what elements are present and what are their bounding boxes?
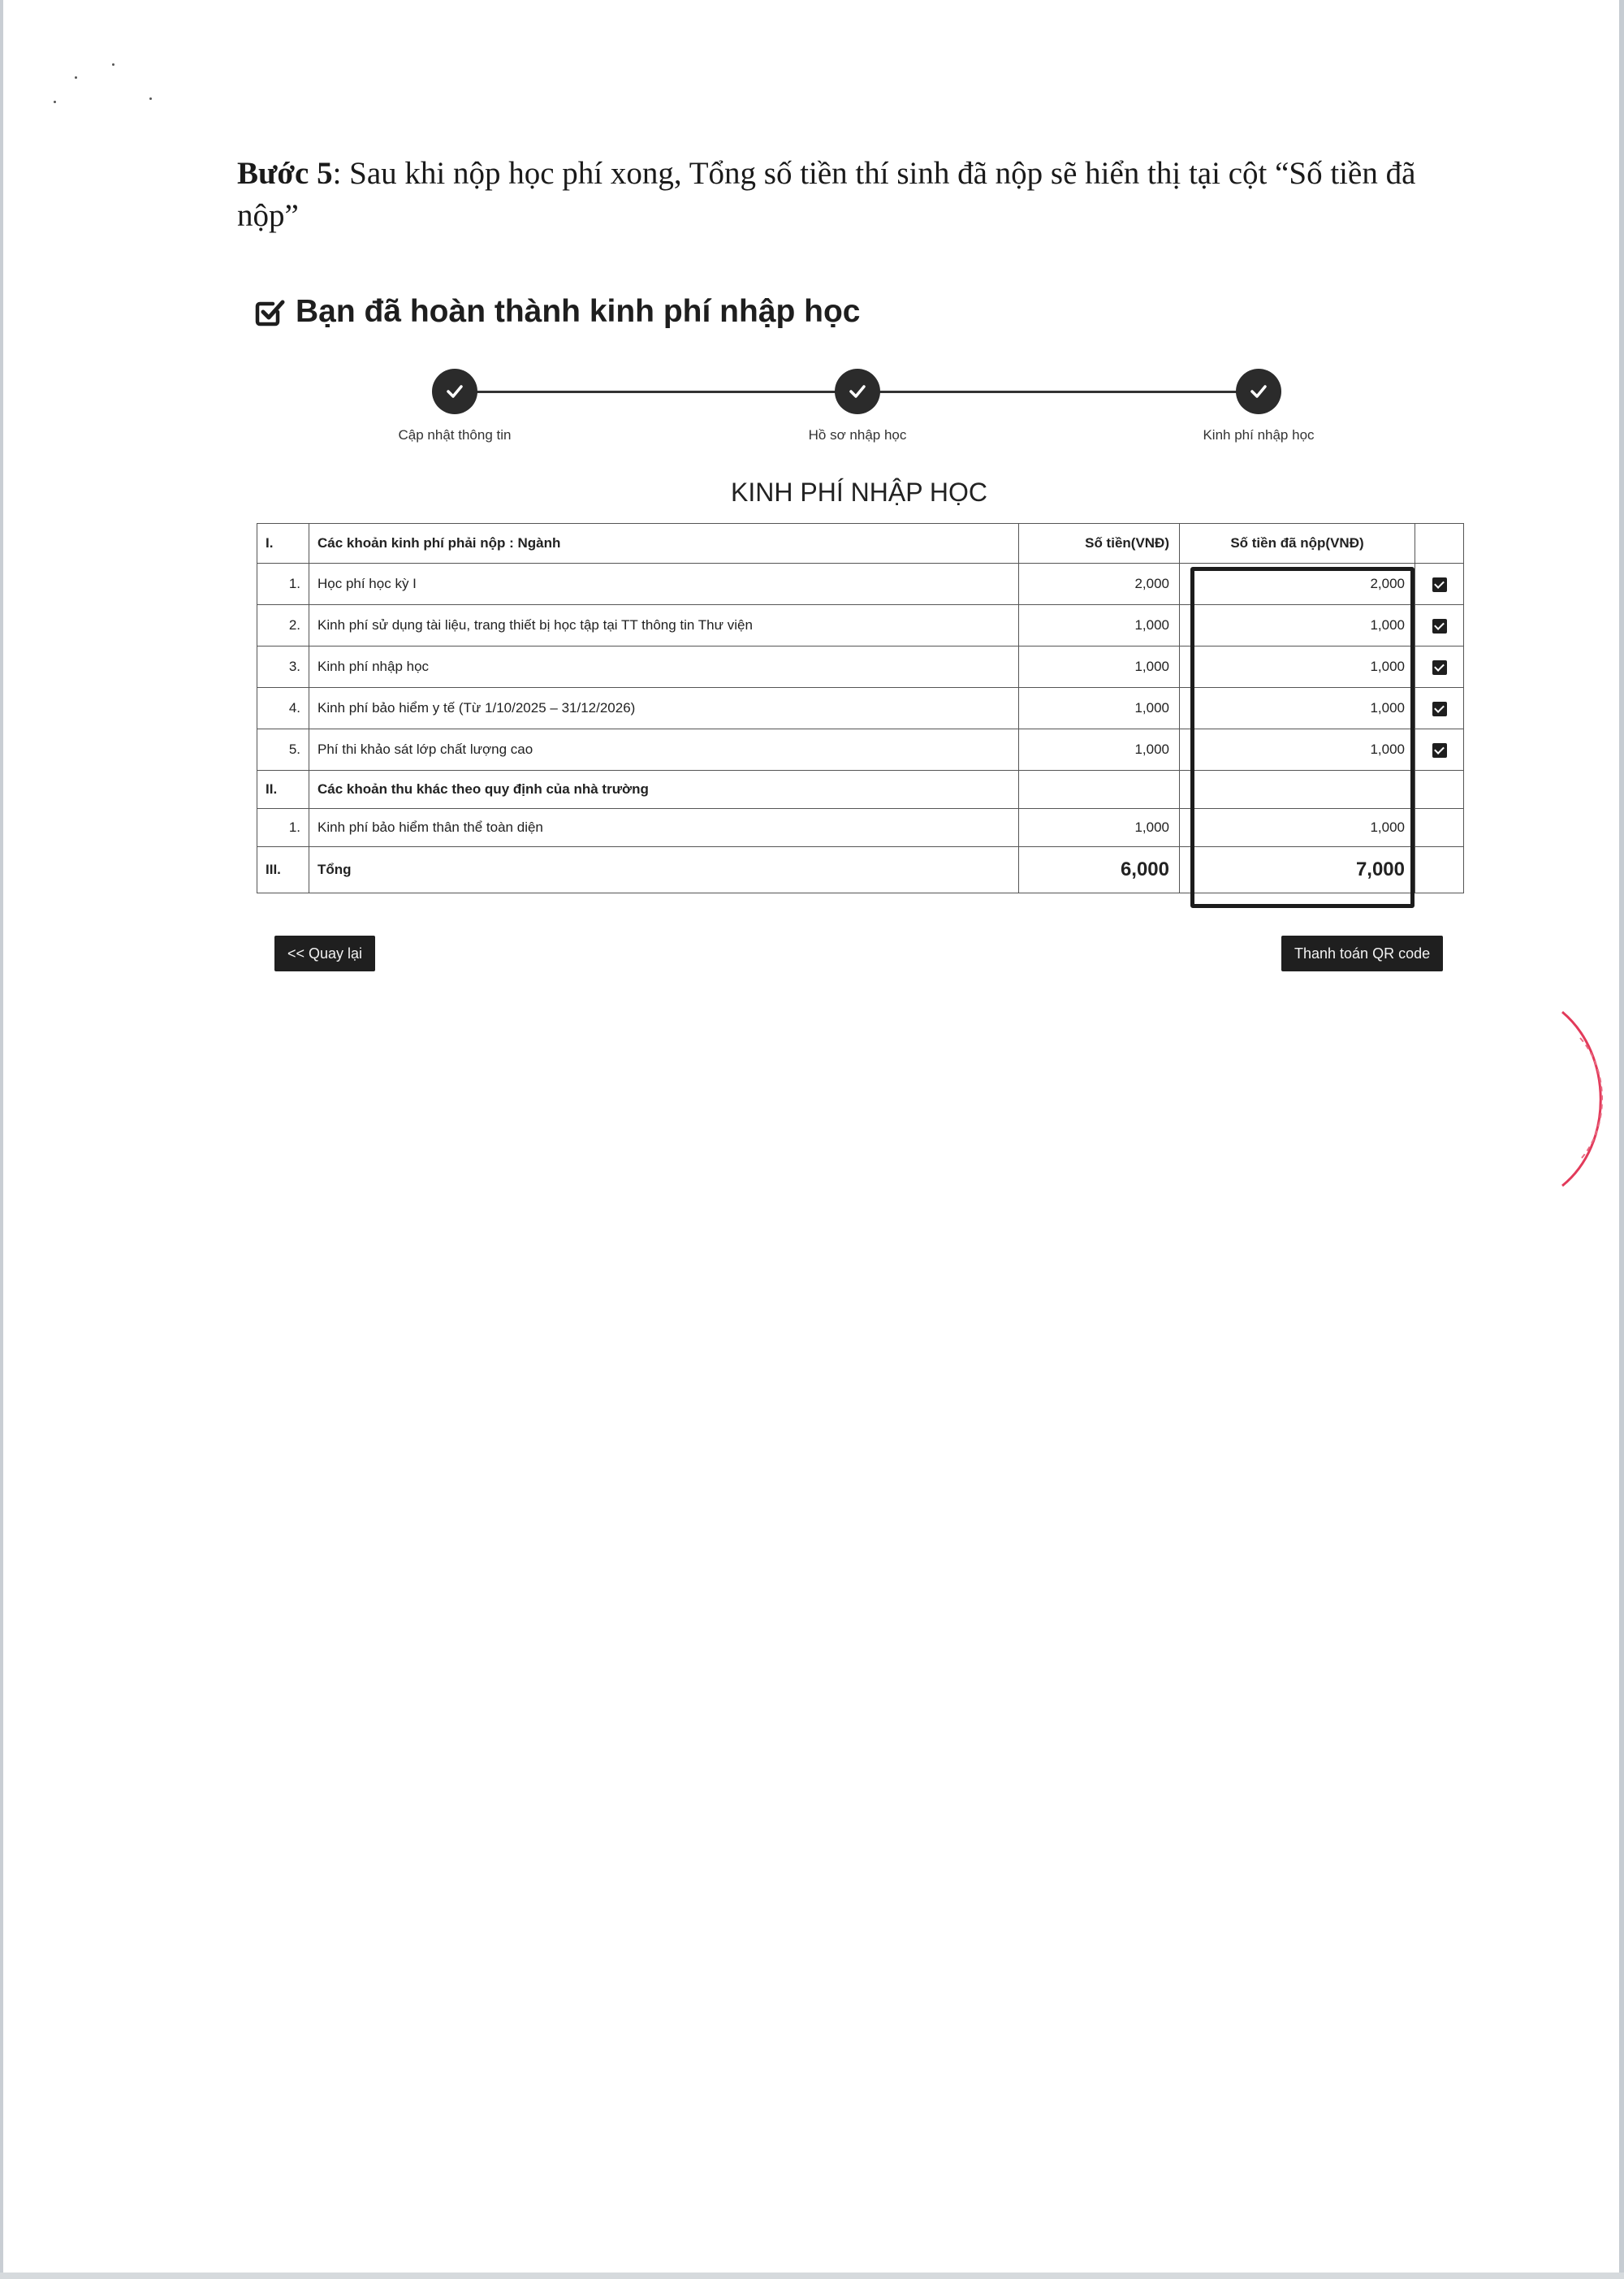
section-index: I. — [257, 524, 309, 564]
row-paid: 1,000 — [1180, 605, 1415, 647]
table-row — [257, 605, 1464, 647]
table-row — [257, 688, 1464, 729]
empty-cell — [1180, 771, 1415, 809]
check-square-icon — [253, 296, 286, 328]
scan-speck — [54, 101, 56, 103]
step-label: Hồ sơ nhập học — [808, 427, 907, 443]
row-amount: 1,000 — [1019, 647, 1180, 688]
row-paid: 1,000 — [1180, 809, 1415, 847]
row-amount: 1,000 — [1019, 605, 1180, 647]
qr-payment-button[interactable]: Thanh toán QR code — [1281, 936, 1443, 971]
row-amount: 2,000 — [1019, 564, 1180, 605]
step-label: Bước 5 — [237, 156, 333, 191]
fees-table — [257, 523, 1464, 893]
section-row — [257, 771, 1464, 809]
step-admission-fees — [1186, 362, 1332, 443]
total-label: Tổng — [309, 847, 1019, 893]
header-check — [1415, 524, 1464, 564]
row-paid: 1,000 — [1180, 688, 1415, 729]
row-checkbox[interactable] — [1415, 647, 1464, 688]
check-circle-icon — [1236, 369, 1281, 414]
checkbox-checked-icon — [1432, 743, 1447, 758]
row-item: Kinh phí bảo hiểm thân thể toàn diện — [309, 809, 1019, 847]
total-index: III. — [257, 847, 309, 893]
checkbox-checked-icon — [1432, 577, 1447, 592]
row-index: 1. — [257, 564, 309, 605]
row-checkbox[interactable] — [1415, 605, 1464, 647]
empty-cell — [1415, 847, 1464, 893]
checkbox-checked-icon — [1432, 619, 1447, 634]
row-item: Phí thi khảo sát lớp chất lượng cao — [309, 729, 1019, 771]
section-title: Các khoản thu khác theo quy định của nhà trường — [309, 771, 1019, 809]
row-paid: 2,000 — [1180, 564, 1415, 605]
row-paid: 1,000 — [1180, 729, 1415, 771]
progress-stepper — [382, 362, 1340, 443]
header-paid: Số tiền đã nộp(VNĐ) — [1180, 524, 1415, 564]
step-label: Kinh phí nhập học — [1203, 427, 1315, 443]
scan-speck — [149, 97, 152, 100]
instruction-paragraph — [237, 153, 1455, 237]
row-amount: 1,000 — [1019, 729, 1180, 771]
scan-speck — [112, 63, 114, 66]
table-row — [257, 809, 1464, 847]
table-title: KINH PHÍ NHẬP HỌC — [731, 478, 987, 507]
instruction-text: : Sau khi nộp học phí xong, Tổng số tiền thí sinh đã nộp sẽ hiển thị tại cột “Số tiền đã nộp” — [237, 156, 1416, 233]
step-admission-file — [784, 362, 931, 443]
row-paid: 1,000 — [1180, 647, 1415, 688]
page-edge — [0, 2273, 1624, 2279]
table-row — [257, 647, 1464, 688]
checkbox-checked-icon — [1432, 660, 1447, 675]
table-header-row — [257, 524, 1464, 564]
row-item: Kinh phí bảo hiểm y tế (Từ 1/10/2025 – 31/12/2026) — [309, 688, 1019, 729]
page-edge — [0, 0, 3, 2279]
header-amount: Số tiền(VNĐ) — [1019, 524, 1180, 564]
row-index: 2. — [257, 605, 309, 647]
step-update-info — [382, 362, 528, 443]
row-item: Học phí học kỳ I — [309, 564, 1019, 605]
table-row — [257, 729, 1464, 771]
total-paid: 7,000 — [1180, 847, 1415, 893]
row-amount: 1,000 — [1019, 809, 1180, 847]
check-circle-icon — [835, 369, 880, 414]
row-amount: 1,000 — [1019, 688, 1180, 729]
step-label: Cập nhật thông tin — [398, 427, 512, 443]
section-index: II. — [257, 771, 309, 809]
table-row — [257, 564, 1464, 605]
row-checkbox[interactable] — [1415, 729, 1464, 771]
empty-cell — [1019, 771, 1180, 809]
completion-heading — [253, 294, 861, 330]
header-item: Các khoản kinh phí phải nộp : Ngành — [309, 524, 1019, 564]
check-circle-icon — [432, 369, 477, 414]
checkbox-checked-icon — [1432, 702, 1447, 716]
empty-cell — [1415, 771, 1464, 809]
row-index: 1. — [257, 809, 309, 847]
total-amount: 6,000 — [1019, 847, 1180, 893]
total-row — [257, 847, 1464, 893]
stamp-mark — [1556, 1005, 1621, 1192]
row-checkbox[interactable] — [1415, 564, 1464, 605]
completion-heading-text: Bạn đã hoàn thành kinh phí nhập học — [296, 294, 861, 329]
row-item: Kinh phí sử dụng tài liệu, trang thiết bị học tập tại TT thông tin Thư viện — [309, 605, 1019, 647]
row-index: 5. — [257, 729, 309, 771]
row-index: 3. — [257, 647, 309, 688]
empty-cell — [1415, 809, 1464, 847]
scan-speck — [75, 76, 77, 79]
back-button[interactable]: << Quay lại — [274, 936, 375, 971]
row-checkbox[interactable] — [1415, 688, 1464, 729]
row-index: 4. — [257, 688, 309, 729]
row-item: Kinh phí nhập học — [309, 647, 1019, 688]
